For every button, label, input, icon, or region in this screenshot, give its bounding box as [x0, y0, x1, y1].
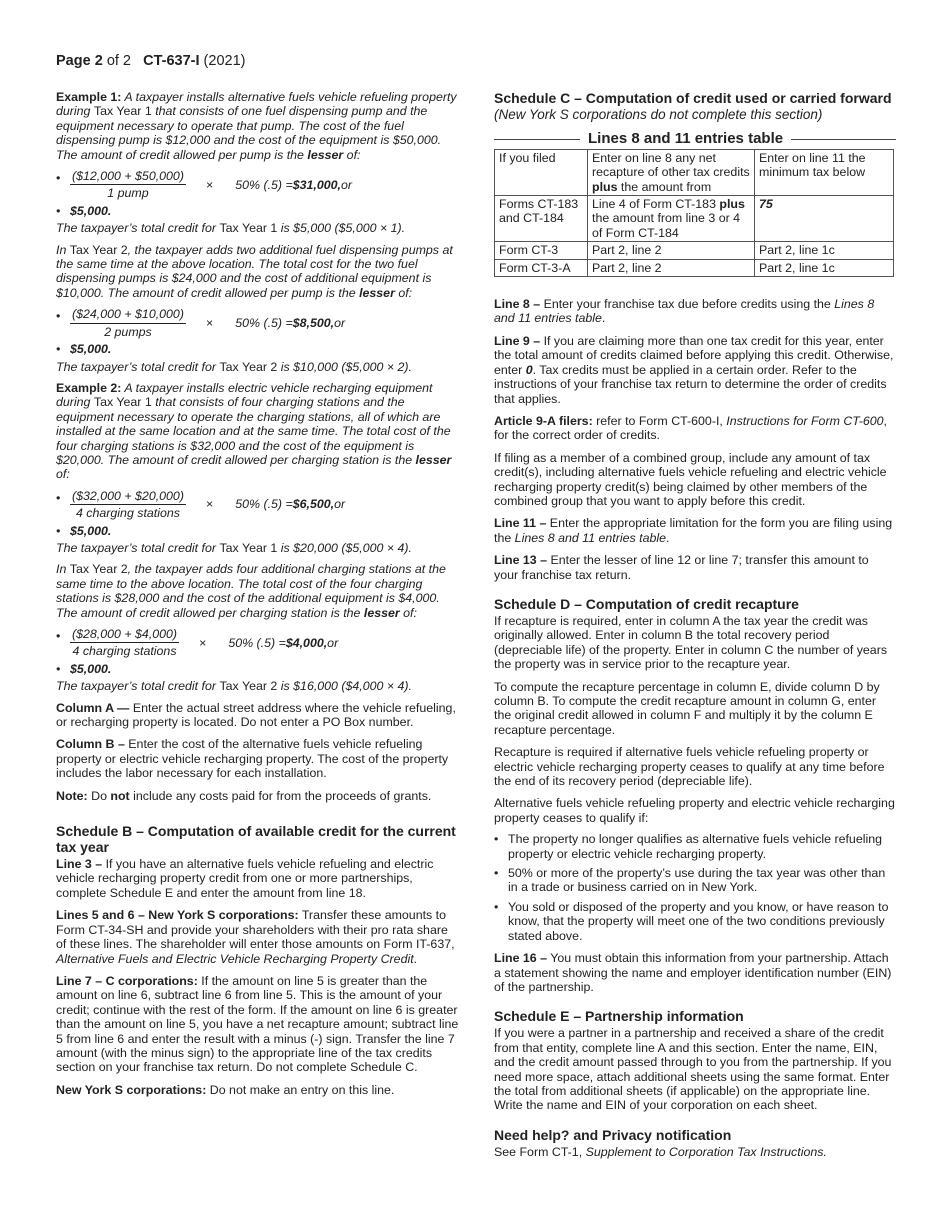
- line-9-instructions: Line 9 – If you are claiming more than one tax credit for this year, enter the total amount of credits claimed before applying this credit. Otherwise, enter 0. Tax credits must be applied in a certain order. Refer to the instructions of your franchise tax return to determine the order of credits that applies.: [494, 333, 894, 406]
- table-cell: 75: [755, 196, 894, 242]
- schedule-d-p2: To compute the recapture percentage in column E, divide column D by column B. To compute the credit recapture amount in column G, enter the original credit allowed in column F and multiply it by the column E recapture percentage.: [494, 679, 880, 737]
- formula-4-alt: • $5,000.: [56, 662, 460, 676]
- table-cell: Enter on line 11 the minimum tax below: [755, 149, 894, 195]
- total-credit-3: The taxpayer’s total credit for Tax Year 1 is $20,000 ($5,000 × 4).: [56, 540, 412, 555]
- page-number: 2: [94, 53, 103, 69]
- example-1: Example 1: A taxpayer installs alternative fuels vehicle refueling property during Tax Year 1 that consists of one fuel dispensing pump and the equipment necessary to operate that pump. The cost of the fuel dispensing pump is $12,000 and the cost of the equipment is $50,000. The amount of credit allowed per pump is the lesser of:: [56, 90, 457, 162]
- page-label: Page: [56, 53, 91, 69]
- table-cell: Part 2, line 2: [588, 242, 755, 259]
- table-cell: Part 2, line 2: [588, 259, 755, 276]
- example-1-year-2: In Tax Year 2, the taxpayer adds two additional fuel dispensing pumps at the same time at the above location. The total cost for the two fuel dispensing pumps is $24,000 and the cost of additional equipment is $10,000. The amount of credit allowed per pump is the lesser of:: [56, 242, 453, 300]
- example-2-year-2: In Tax Year 2, the taxpayer adds four additional charging stations at the same time to the above location. The total cost of the four charging stations is $28,000 and the cost of the additional equipment is $4,000. The amount of credit allowed per charging station is the lesser of:: [56, 562, 446, 620]
- line-7-instructions: Line 7 – C corporations: If the amount on line 5 is greater than the amount on line 6, subtract line 6 from line 5. This is the amount of your credit; continue with the rest of the form. If the amount on line 6 is greater than the amount on line 5, you have a net recapture amount; subtract line 5 from line 6 and enter the result with a minus (-) sign. Transfer the line 7 amount (with the minus sign) to the appropriate line of the tax credits section on your franchise tax return. Do not complete Schedule C.: [56, 973, 459, 1075]
- help-title: Need help? and Privacy notification: [494, 1126, 732, 1143]
- line-3-instructions: Line 3 – If you have an alternative fuels vehicle refueling and electric vehicle recharging property credit from one or more partnerships, complete Schedule E and enter the amount from line 18.: [56, 857, 434, 900]
- list-item: • You sold or disposed of the property and you know, or have reason to know, that the property will meet one of the two conditions previously stated above.: [494, 900, 896, 943]
- table-row: [495, 196, 894, 242]
- table-cell: Part 2, line 1c: [755, 259, 894, 276]
- formula-3-alt: • $5,000.: [56, 524, 460, 538]
- total-credit-2: The taxpayer’s total credit for Tax Year 2 is $10,000 ($5,000 × 2).: [56, 359, 412, 374]
- total-credit-4: The taxpayer’s total credit for Tax Year 2 is $16,000 ($4,000 × 4).: [56, 679, 412, 694]
- table-cell: Forms CT-183 and CT-184: [495, 196, 588, 242]
- right-column: [494, 90, 896, 1166]
- line-11-instructions: Line 11 – Enter the appropriate limitation for the form you are filing using the Lines 8 and 11 entries table.: [494, 516, 893, 545]
- line-8-instructions: Line 8 – Enter your franchise tax due before credits using the Lines 8 and 11 entries table.: [494, 297, 875, 326]
- schedule-d-p3: Recapture is required if alternative fuels vehicle refueling property or electric vehicle recharging property ceases to qualify at any time before the end of its recovery period (depreciable life).: [494, 745, 885, 789]
- schedule-b-title: Schedule B – Computation of available credit for the current tax year: [56, 823, 456, 856]
- table-cell: Part 2, line 1c: [755, 242, 894, 259]
- lines-5-6-instructions: Lines 5 and 6 – New York S corporations: Transfer these amounts to Form CT-34-SH and provide your shareholders with their pro rata share of these lines. The shareholder will enter those amounts on Form IT-637, Alternative Fuels and Electric Vehicle Recharging Property Credit.: [56, 908, 455, 966]
- schedule-d-title: Schedule D – Computation of credit recapture: [494, 595, 799, 612]
- left-column: [56, 90, 460, 1104]
- schedule-d-p4: Alternative fuels vehicle refueling property and electric vehicle recharging property ceases to qualify if:: [494, 796, 895, 825]
- page-of: of 2: [106, 53, 131, 69]
- example-2: Example 2: A taxpayer installs electric vehicle recharging equipment during Tax Year 1 that consists of four charging stations and the equipment necessary to operate the charging stations, all of which are installed at the same location and at the same time. The total cost of the four charging stations is $32,000 and the cost of the equipment is $20,000. The amount of credit allowed per charging station is the lesser of:: [56, 380, 452, 482]
- entries-table-title: Lines 8 and 11 entries table: [494, 132, 896, 146]
- formula-2: • $\frac{(\$24,000 + \$10,000)}{\text{2 pumps}}$ × 50% (.5) = $8,500, or: [56, 307, 460, 339]
- line-13-instructions: Line 13 – Enter the lesser of line 12 or line 7; transfer this amount to your franchise tax return.: [494, 553, 869, 582]
- page-header: [56, 54, 245, 68]
- schedule-e-p1: If you were a partner in a partnership and received a share of the credit from that entity, complete line A and this section. Enter the name, EIN, and the credit amount passed through to you from the partnership. If you need more space, attach additional sheets using the same format. Enter the total from additional sheets (if applicable) on the appropriate line. Write the name and EIN of your corporation on each sheet.: [494, 1026, 892, 1113]
- entries-table: [494, 149, 894, 277]
- grants-note: Note: Do not include any costs paid for from the proceeds of grants.: [56, 788, 432, 803]
- table-cell: Form CT-3-A: [495, 259, 588, 276]
- schedule-d-p1: If recapture is required, enter in column A the tax year the credit was originally allowed. Enter in column B the total recovery period (depreciable life) of the property. Enter in column C the number of years the property was in service prior to the recapture year.: [494, 613, 888, 672]
- table-cell: Enter on line 8 any net recapture of other tax credits plus the amount from: [588, 149, 755, 195]
- formula-4: • $\frac{(\$28,000 + \$4,000)}{\text{4 charging stations}}$ × 50% (.5) = $4,000, or: [56, 627, 460, 659]
- table-cell: Line 4 of Form CT-183 plus the amount from line 3 or 4 of Form CT-184: [588, 196, 755, 242]
- table-row: [495, 149, 894, 195]
- formula-2-alt: • $5,000.: [56, 342, 460, 356]
- article-9a-note: Article 9-A filers: refer to Form CT-600-I, Instructions for Form CT-600, for the correct order of credits.: [494, 413, 887, 443]
- form-number: CT-637-I: [143, 53, 200, 69]
- table-cell: If you filed: [495, 149, 588, 195]
- table-row: [495, 259, 894, 276]
- list-item: • 50% or more of the property’s use during the tax year was other than in a trade or business carried on in New York.: [494, 866, 896, 895]
- total-credit-1: The taxpayer’s total credit for Tax Year 1 is $5,000 ($5,000 × 1).: [56, 221, 406, 236]
- schedule-c-title: Schedule C – Computation of credit used or carried forward: [494, 90, 892, 106]
- schedule-c-subtitle: (New York S corporations do not complete this section): [494, 107, 823, 122]
- ny-s-corp-note: New York S corporations: Do not make an entry on this line.: [56, 1082, 395, 1097]
- formula-1-alt: • $5,000.: [56, 204, 460, 218]
- form-year: (2021): [203, 53, 246, 69]
- combined-group-note: If filing as a member of a combined group, include any amount of tax credit(s), including alternative fuels vehicle refueling and electric vehicle recharging property credit(s) being claimed by other members of the combined group that you want to apply before this credit.: [494, 450, 887, 508]
- column-b-instructions: Column B – Enter the cost of the alternative fuels vehicle refueling property or electric vehicle recharging property. The cost of the property includes the labor necessary for each installation.: [56, 737, 449, 781]
- column-a-instructions: Column A — Enter the actual street address where the vehicle refueling, or recharging property is located. Do not enter a PO Box number.: [56, 700, 456, 730]
- help-text: See Form CT-1, Supplement to Corporation Tax Instructions.: [494, 1144, 827, 1159]
- table-row: [495, 242, 894, 259]
- line-16-instructions: Line 16 – You must obtain this information from your partnership. Attach a statement showing the name and employer identification number (EIN) of the partnership.: [494, 951, 892, 994]
- formula-1: • $\frac{(\$12,000 + \$50,000)}{\text{1 pump}}$ × 50% (.5) = $31,000, or: [56, 169, 460, 201]
- formula-3: • $\frac{(\$32,000 + \$20,000)}{\text{4 charging stations}}$ × 50% (.5) = $6,500, or: [56, 489, 460, 521]
- list-item: • The property no longer qualifies as alternative fuels vehicle refueling property or electric vehicle recharging property.: [494, 832, 896, 861]
- schedule-e-title: Schedule E – Partnership information: [494, 1008, 744, 1025]
- table-cell: Form CT-3: [495, 242, 588, 259]
